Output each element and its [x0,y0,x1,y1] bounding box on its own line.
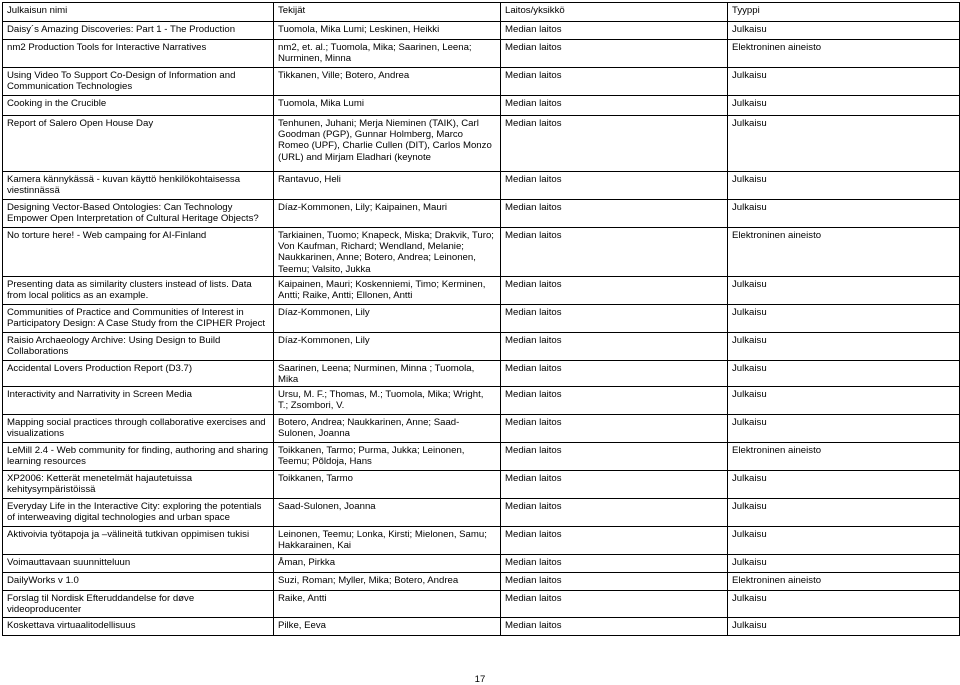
cell-department: Median laitos [501,116,728,172]
cell-publication-name: Raisio Archaeology Archive: Using Design to Build Collaborations [3,332,274,360]
cell-authors: Tuomola, Mika Lumi [274,96,501,116]
cell-department: Median laitos [501,228,728,277]
cell-type: Julkaisu [728,22,960,40]
cell-department: Median laitos [501,276,728,304]
table-row [3,527,960,555]
cell-authors: Åman, Pirkka [274,555,501,573]
cell-department: Median laitos [501,591,728,617]
cell-authors: Leinonen, Teemu; Lonka, Kirsti; Mielonen, Samu; Hakkarainen, Kai [274,527,501,555]
header-department: Laitos/yksikkö [501,3,728,22]
cell-authors: Rantavuo, Heli [274,172,501,200]
header-publication-name: Julkaisun nimi [3,3,274,22]
cell-publication-name: Everyday Life in the Interactive City: exploring the potentials of interweaving digital technologies and urban space [3,499,274,527]
cell-publication-name: Voimauttavaan suunnitteluun [3,555,274,573]
cell-authors: Díaz-Kommonen, Lily [274,332,501,360]
cell-publication-name: Interactivity and Narrativity in Screen Media [3,387,274,415]
table-row [3,591,960,617]
cell-type: Elektroninen aineisto [728,573,960,591]
cell-publication-name: Communities of Practice and Communities of Interest in Participatory Design: A Case Study from the CIPHER Project [3,304,274,332]
cell-type: Elektroninen aineisto [728,443,960,471]
table-row [3,40,960,68]
cell-publication-name: Report of Salero Open House Day [3,116,274,172]
cell-department: Median laitos [501,200,728,228]
cell-type: Julkaisu [728,68,960,96]
cell-department: Median laitos [501,527,728,555]
cell-authors: Tuomola, Mika Lumi; Leskinen, Heikki [274,22,501,40]
cell-department: Median laitos [501,96,728,116]
cell-type: Julkaisu [728,387,960,415]
table-row [3,332,960,360]
cell-authors: Raike, Antti [274,591,501,617]
cell-type: Julkaisu [728,499,960,527]
cell-authors: Díaz-Kommonen, Lily; Kaipainen, Mauri [274,200,501,228]
table-row [3,200,960,228]
cell-publication-name: Aktivoivia työtapoja ja –välineitä tutkivan oppimisen tukisi [3,527,274,555]
table-row [3,96,960,116]
cell-type: Julkaisu [728,415,960,443]
cell-publication-name: Forslag til Nordisk Efteruddandelse for døve videoproducenter [3,591,274,617]
cell-publication-name: Using Video To Support Co-Design of Information and Communication Technologies [3,68,274,96]
table-row [3,573,960,591]
cell-authors: Toikkanen, Tarmo [274,471,501,499]
cell-type: Julkaisu [728,304,960,332]
table-row [3,228,960,277]
cell-authors: Botero, Andrea; Naukkarinen, Anne; Saad-Sulonen, Joanna [274,415,501,443]
table-header-row [3,3,960,22]
cell-type: Elektroninen aineisto [728,40,960,68]
cell-department: Median laitos [501,68,728,96]
cell-department: Median laitos [501,617,728,635]
cell-publication-name: No torture here! - Web campaing for AI-Finland [3,228,274,277]
cell-authors: Toikkanen, Tarmo; Purma, Jukka; Leinonen, Teemu; Põldoja, Hans [274,443,501,471]
cell-department: Median laitos [501,360,728,386]
header-type: Tyyppi [728,3,960,22]
cell-type: Julkaisu [728,172,960,200]
cell-department: Median laitos [501,471,728,499]
cell-publication-name: Presenting data as similarity clusters instead of lists. Data from local politics as an example. [3,276,274,304]
cell-type: Julkaisu [728,200,960,228]
cell-authors: Saad-Sulonen, Joanna [274,499,501,527]
table-row [3,387,960,415]
cell-type: Julkaisu [728,116,960,172]
cell-department: Median laitos [501,22,728,40]
cell-publication-name: XP2006: Ketterät menetelmät hajautetuissa kehitysympäristöissä [3,471,274,499]
table-row [3,172,960,200]
publications-table [2,2,960,636]
cell-department: Median laitos [501,40,728,68]
cell-authors: Suzi, Roman; Myller, Mika; Botero, Andrea [274,573,501,591]
cell-publication-name: Designing Vector-Based Ontologies: Can Technology Empower Open Interpretation of Cultural Heritage Objects? [3,200,274,228]
cell-authors: Saarinen, Leena; Nurminen, Minna ; Tuomola, Mika [274,360,501,386]
table-row [3,443,960,471]
table-row [3,499,960,527]
cell-type: Julkaisu [728,360,960,386]
cell-department: Median laitos [501,555,728,573]
table-row [3,555,960,573]
cell-type: Julkaisu [728,332,960,360]
cell-authors: Tarkiainen, Tuomo; Knapeck, Miska; Drakvik, Turo; Von Kaufman, Richard; Wendland, Melanie; Naukkarinen, Anne; Botero, Andrea; Leinonen, Teemu; Valsito, Jukka [274,228,501,277]
table-row [3,116,960,172]
cell-department: Median laitos [501,415,728,443]
cell-publication-name: Mapping social practices through collaborative exercises and visualizations [3,415,274,443]
cell-publication-name: Accidental Lovers Production Report (D3.7) [3,360,274,386]
cell-department: Median laitos [501,443,728,471]
cell-type: Julkaisu [728,276,960,304]
cell-department: Median laitos [501,573,728,591]
cell-authors: Pilke, Eeva [274,617,501,635]
table-body [3,22,960,636]
table-row [3,68,960,96]
cell-type: Elektroninen aineisto [728,228,960,277]
page-number: 17 [474,674,486,685]
cell-authors: Tikkanen, Ville; Botero, Andrea [274,68,501,96]
cell-publication-name: Koskettava virtuaalitodellisuus [3,617,274,635]
table-row [3,276,960,304]
cell-authors: Ursu, M. F.; Thomas, M.; Tuomola, Mika; Wright, T.; Zsombori, V. [274,387,501,415]
cell-department: Median laitos [501,304,728,332]
cell-type: Julkaisu [728,527,960,555]
table-row [3,617,960,635]
header-authors: Tekijät [274,3,501,22]
cell-department: Median laitos [501,332,728,360]
cell-type: Julkaisu [728,555,960,573]
cell-authors: Tenhunen, Juhani; Merja Nieminen (TAIK), Carl Goodman (PGP), Gunnar Holmberg, Marco Romeo (UPF), Charlie Cullen (DIT), Carlos Monzo (URL) and Mirjam Eladhari (keynote [274,116,501,172]
table-row [3,22,960,40]
cell-type: Julkaisu [728,96,960,116]
cell-publication-name: LeMill 2.4 - Web community for finding, authoring and sharing learning resources [3,443,274,471]
cell-type: Julkaisu [728,591,960,617]
cell-type: Julkaisu [728,617,960,635]
table-row [3,415,960,443]
cell-publication-name: DailyWorks v 1.0 [3,573,274,591]
cell-publication-name: Cooking in the Crucible [3,96,274,116]
cell-authors: Kaipainen, Mauri; Koskenniemi, Timo; Kerminen, Antti; Raike, Antti; Ellonen, Antti [274,276,501,304]
cell-publication-name: Daisy´s Amazing Discoveries: Part 1 - The Production [3,22,274,40]
cell-publication-name: nm2 Production Tools for Interactive Narratives [3,40,274,68]
cell-department: Median laitos [501,499,728,527]
cell-authors: Díaz-Kommonen, Lily [274,304,501,332]
cell-department: Median laitos [501,387,728,415]
table-row [3,360,960,386]
cell-department: Median laitos [501,172,728,200]
cell-type: Julkaisu [728,471,960,499]
cell-authors: nm2, et. al.; Tuomola, Mika; Saarinen, Leena; Nurminen, Minna [274,40,501,68]
table-row [3,471,960,499]
table-row [3,304,960,332]
cell-publication-name: Kamera kännykässä - kuvan käyttö henkilökohtaisessa viestinnässä [3,172,274,200]
